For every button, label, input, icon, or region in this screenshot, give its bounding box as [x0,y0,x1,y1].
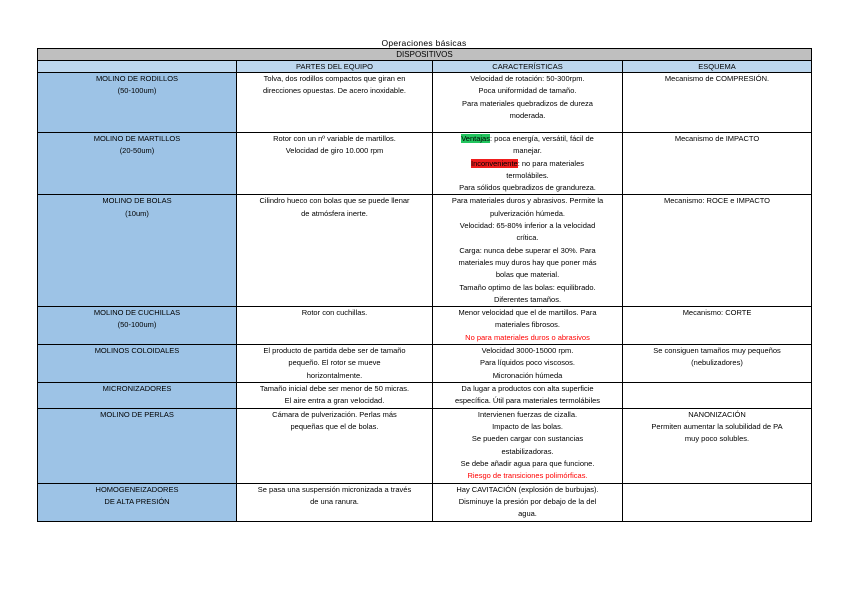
table-row [38,408,812,483]
device-name: MOLINO DE CUCHILLAS (50-100um) [38,307,237,345]
header-corner [38,61,237,73]
device-parts: Cilindro hueco con bolas que se puede llenar de atmósfera inerte. [237,195,433,307]
device-features: Intervienen fuerzas de cizalla. Impacto de las bolas. Se pueden cargar con sustancias estabilizadoras. Se debe añadir agua para que funcione. Riesgo de transiciones polimórficas. [433,408,623,483]
table-row [38,195,812,307]
device-scheme: Mecanismo de IMPACTO [623,133,812,195]
device-parts: Cámara de pulverización. Perlas más pequeñas que el de bolas. [237,408,433,483]
device-features: Para materiales duros y abrasivos. Permite la pulverización húmeda. Velocidad: 65-80% inferior a la velocidad crítica. Carga: nunca debe superar el 30%. Para materiales muy duros hay que poner más bolas que material. Tamaño optimo de las bolas: equilibrado. Diferentes tamaños. [433,195,623,307]
table-row [38,133,812,195]
ventajas-highlight: Ventajas [461,134,490,143]
header-scheme: ESQUEMA [623,61,812,73]
warning-text: Riesgo de transiciones polimórficas. [467,471,588,481]
table-row [38,307,812,345]
device-parts: Tamaño inicial debe ser menor de 50 micras. El aire entra a gran velocidad. [237,383,433,409]
table-row [38,345,812,383]
device-parts: El producto de partida debe ser de tamaño pequeño. El rotor se mueve horizontalmente. [237,345,433,383]
device-name: MOLINOS COLOIDALES [38,345,237,383]
table-row [38,483,812,521]
device-name: HOMOGENEIZADORES DE ALTA PRESIÓN [38,483,237,521]
device-scheme: NANONIZACIÓN Permiten aumentar la solubilidad de PA muy poco solubles. [623,408,812,483]
device-scheme [623,483,812,521]
device-scheme [623,383,812,409]
document-title: Operaciones básicas [381,38,467,48]
device-features: Velocidad 3000-15000 rpm. Para líquidos poco viscosos. Micronación húmeda [433,345,623,383]
device-features: Menor velocidad que el de martillos. Para materiales fibrosos. No para materiales duros o abrasivos [433,307,623,345]
table-row [38,383,812,409]
device-name: MOLINO DE RODILLOS (50-100um) [38,73,237,133]
device-scheme: Mecanismo: ROCE e IMPACTO [623,195,812,307]
device-parts: Se pasa una suspensión micronizada a través de una ranura. [237,483,433,521]
section-band: DISPOSITIVOS [38,49,812,61]
devices-table [37,48,812,522]
device-features: Velocidad de rotación: 50-300rpm. Poca uniformidad de tamaño. Para materiales quebradizos de dureza moderada. [433,73,623,133]
device-parts: Tolva, dos rodillos compactos que giran en direcciones opuestas. De acero inoxidable. [237,73,433,133]
device-parts: Rotor con un nº variable de martillos. Velocidad de giro 10.000 rpm [237,133,433,195]
inconveniente-highlight: Inconveniente [471,158,518,168]
device-name: MOLINO DE BOLAS (10um) [38,195,237,307]
device-scheme: Mecanismo: CORTE [623,307,812,345]
header-features: CARACTERÍSTICAS [433,61,623,73]
device-name: MICRONIZADORES [38,383,237,409]
table-row [38,73,812,133]
device-name: MOLINO DE MARTILLOS (20-50um) [38,133,237,195]
warning-text: No para materiales duros o abrasivos [465,332,590,342]
header-parts: PARTES DEL EQUIPO [237,61,433,73]
device-features: Ventajas: poca energía, versátil, fácil de manejar. Inconveniente: no para materiales termolábiles. Para sólidos quebradizos de grandureza. [433,133,623,195]
device-parts: Rotor con cuchillas. [237,307,433,345]
device-features: Da lugar a productos con alta superficie específica. Útil para materiales termolábiles [433,383,623,409]
device-name: MOLINO DE PERLAS [38,408,237,483]
device-features: Hay CAVITACIÓN (explosión de burbujas). Disminuye la presión por debajo de la del agua. [433,483,623,521]
device-scheme: Se consiguen tamaños muy pequeños (nebulizadores) [623,345,812,383]
device-scheme: Mecanismo de COMPRESIÓN. [623,73,812,133]
